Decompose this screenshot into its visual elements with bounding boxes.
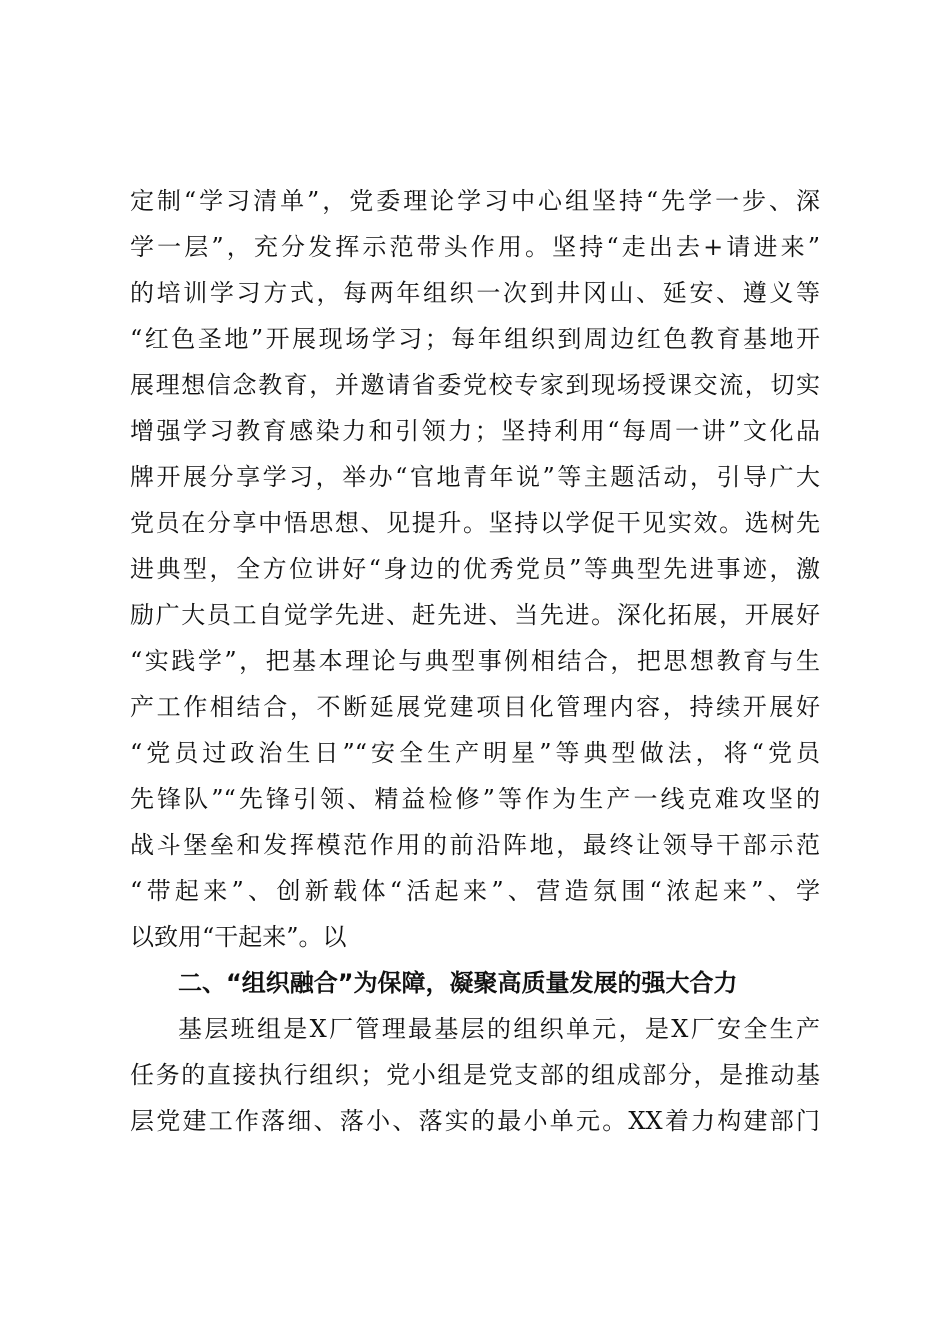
section-heading: 二、“组织融合”为保障，凝聚高质量发展的强大合力 [178,969,738,997]
body-line: 增强学习教育感染力和引领力；坚持利用“每周一讲”文化品 [130,417,820,445]
body-line: “党员过政治生日”“安全生产明星”等典型做法，将“党员 [130,739,820,767]
body-line: “红色圣地”开展现场学习；每年组织到周边红色教育基地开 [130,325,820,353]
document-body [130,178,820,1144]
body-line: 先锋队”“先锋引领、精益检修”等作为生产一线克难攻坚的 [130,785,820,813]
body-line: “带起来”、创新载体“活起来”、营造氛围“浓起来”、学 [130,877,820,905]
body-line: 以致用“干起来”。以 [130,923,347,951]
body-line: 励广大员工自觉学先进、赶先进、当先进。深化拓展，开展好 [130,601,820,629]
body-line: 定制“学习清单”，党委理论学习中心组坚持“先学一步、深 [130,187,820,215]
body-line: 进典型，全方位讲好“身边的优秀党员”等典型先进事迹，激 [130,555,820,583]
body-line: “实践学”，把基本理论与典型事例相结合，把思想教育与生 [130,647,820,675]
body-line: 展理想信念教育，并邀请省委党校专家到现场授课交流，切实 [130,371,820,399]
body-line: 学一层”，充分发挥示范带头作用。坚持“走出去+请进来” [130,233,820,261]
body-line: 产工作相结合，不断延展党建项目化管理内容，持续开展好 [130,693,820,721]
paragraph-line: 任务的直接执行组织；党小组是党支部的组成部分，是推动基 [130,1061,820,1089]
paragraph-line: 层党建工作落细、落小、落实的最小单元。XX着力构建部门 [130,1107,820,1135]
body-line: 的培训学习方式，每两年组织一次到井冈山、延安、遵义等 [130,279,820,307]
paragraph-line: 基层班组是X厂管理最基层的组织单元，是X厂安全生产 [178,1015,820,1043]
body-line: 党员在分享中悟思想、见提升。坚持以学促干见实效。选树先 [130,509,820,537]
body-line: 牌开展分享学习，举办“官地青年说”等主题活动，引导广大 [130,463,820,491]
body-line: 战斗堡垒和发挥模范作用的前沿阵地，最终让领导干部示范 [130,831,820,859]
